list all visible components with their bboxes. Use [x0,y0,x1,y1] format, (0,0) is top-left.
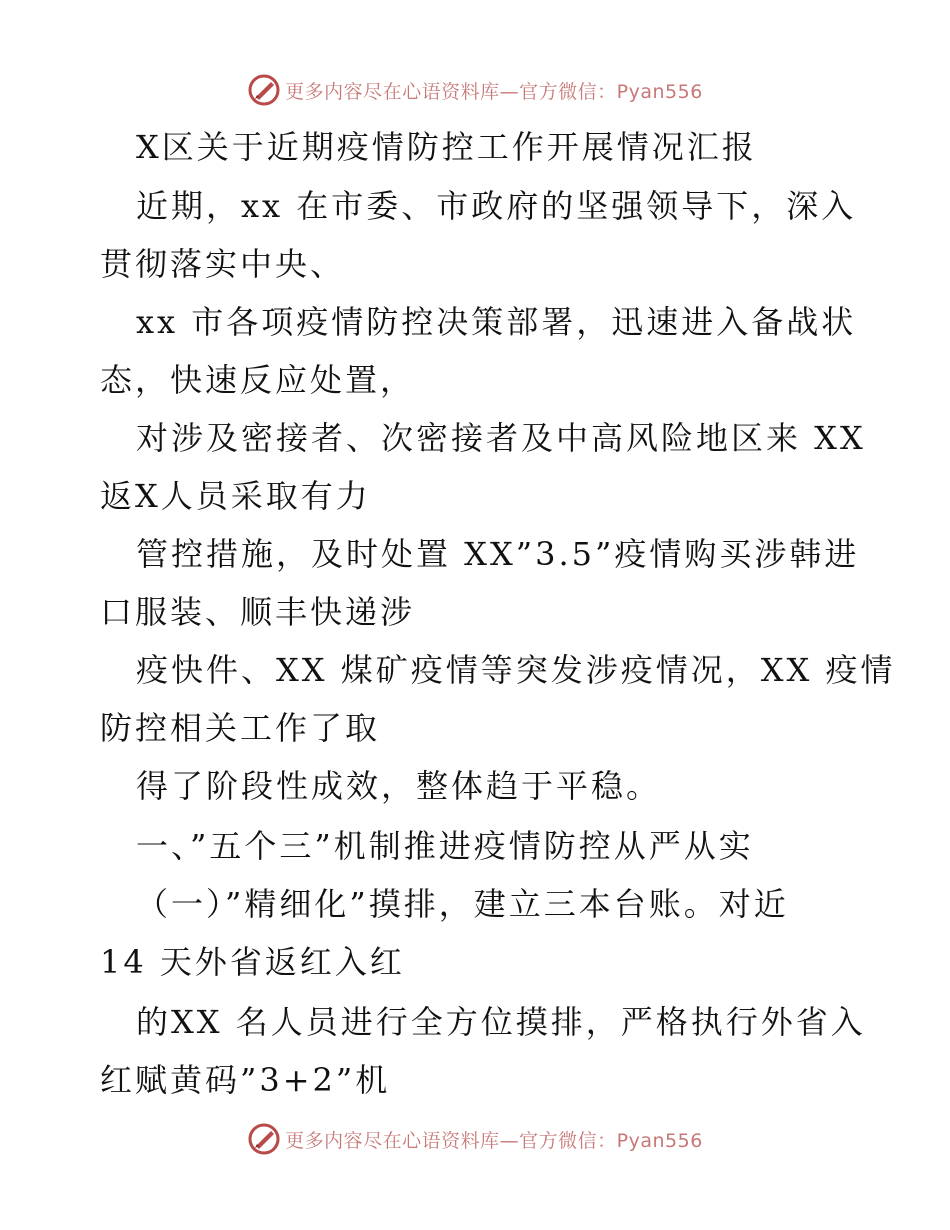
pen-seal-icon [247,73,281,107]
paragraph-line: 的XX 名人员进行全方位摸排，严格执行外省入 [136,1003,866,1041]
section-heading: 一、”五个三”机制推进疫情防控从严从实 [136,827,754,865]
paragraph-line: 态，快速反应处置， [100,361,416,399]
paragraph-line: 对涉及密接者、次密接者及中高风险地区来 XX [136,419,866,457]
paragraph-line: 口服装、顺丰快递涉 [100,593,416,631]
pen-seal-icon [247,1122,281,1156]
paragraph-line: 得了阶段性成效，整体趋于平稳。 [136,767,662,805]
subsection-heading: （一）”精细化”摸排，建立三本台账。对近 [136,885,789,923]
paragraph-line: 返X人员采取有力 [100,477,371,515]
watermark-banner-top [0,70,950,110]
watermark-text: 更多内容尽在心语资料库—官方微信：Pyan556 [285,1129,703,1152]
watermark-banner-bottom [0,1119,950,1159]
paragraph-line: 近期，xx 在市委、市政府的坚强领导下，深入 [136,187,857,225]
paragraph-line: 疫快件、XX 煤矿疫情等突发涉疫情况，XX 疫情 [136,651,896,689]
paragraph-line: 管控措施，及时处置 XX”3.5”疫情购买涉韩进 [136,535,860,573]
paragraph-line: 贯彻落实中央、 [100,245,346,283]
paragraph-line: 防控相关工作了取 [100,709,381,747]
paragraph-line: 14 天外省返红入红 [100,943,405,981]
watermark-text: 更多内容尽在心语资料库—官方微信：Pyan556 [285,80,703,103]
paragraph-line: xx 市各项疫情防控决策部署，迅速进入备战状 [136,303,857,341]
paragraph-line: 红赋黄码”3+2”机 [100,1061,391,1099]
document-title: X区关于近期疫情防控工作开展情况汇报 [136,128,757,166]
